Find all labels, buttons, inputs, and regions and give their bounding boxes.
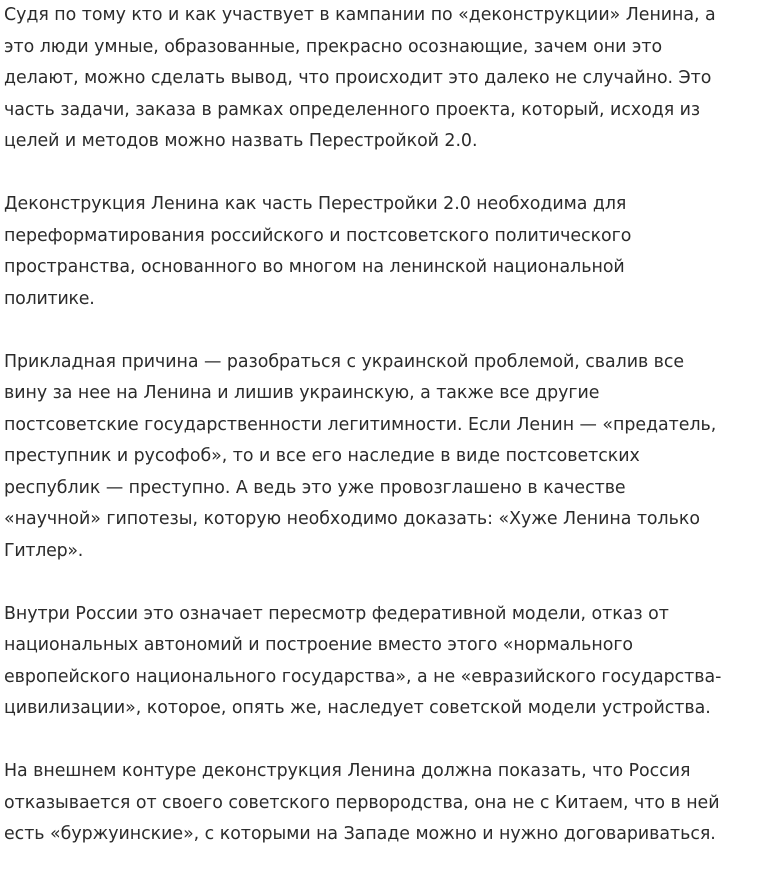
paragraph-line: это люди умные, образованные, прекрасно осознающие, зачем они это [4,36,663,57]
paragraph-line: цивилизации», которое, опять же, наследует советской модели устройства. [4,698,711,718]
paragraph-line: переформатирования российского и постсоветского политического [4,225,632,246]
paragraph-line: часть задачи, заказа в рамках определенного проекта, который, исходя из [4,99,701,120]
paragraph-line: целей и методов можно назвать Перестройкой 2.0. [4,131,478,151]
paragraph-5 [4,756,776,851]
paragraph-line: Внутри России это означает пересмотр федеративной модели, отказ от [4,603,669,624]
paragraph-line: «научной» гипотезы, которую необходимо доказать: «Хуже Ленина только [4,509,700,529]
paragraph-line: европейского национального государства», а не «евразийского государства- [4,666,722,687]
paragraph-line: есть «буржуинские», с которыми на Западе можно и нужно договариваться. [4,824,716,844]
paragraph-1 [4,0,776,158]
paragraph-line: политике. [4,288,95,309]
paragraph-2 [4,189,776,315]
paragraph-4 [4,599,776,725]
paragraph-line: Судя по тому кто и как участвует в кампании по «деконструкции» Ленина, а [4,5,716,25]
paragraph-line: Прикладная причина — разобраться с украинской проблемой, свалив все [4,351,685,372]
paragraph-3 [4,347,776,568]
paragraph-line: отказывается от своего советского первородства, она не с Китаем, что в ней [4,792,720,813]
paragraph-line: постсоветские государственности легитимности. Если Ленин — «предатель, [4,414,717,435]
paragraph-line: пространства, основанного во многом на ленинской национальной [4,257,625,277]
paragraph-line: На внешнем контуре деконструкция Ленина должна показать, что Россия [4,761,691,781]
paragraph-line: преступник и русофоб», то и все его наследие в виде постсоветских [4,446,640,466]
paragraph-line: делают, можно сделать вывод, что происходит это далеко не случайно. Это [4,68,712,88]
paragraph-line: вину за нее на Ленина и лишив украинскую, а также все другие [4,383,600,403]
paragraph-line: республик — преступно. А ведь это уже провозглашено в качестве [4,477,626,498]
article-body [4,0,776,882]
paragraph-line: национальных автономий и построение вместо этого «нормального [4,635,634,655]
paragraph-line: Деконструкция Ленина как часть Перестройки 2.0 необходима для [4,194,627,214]
paragraph-line: Гитлер». [4,540,84,561]
